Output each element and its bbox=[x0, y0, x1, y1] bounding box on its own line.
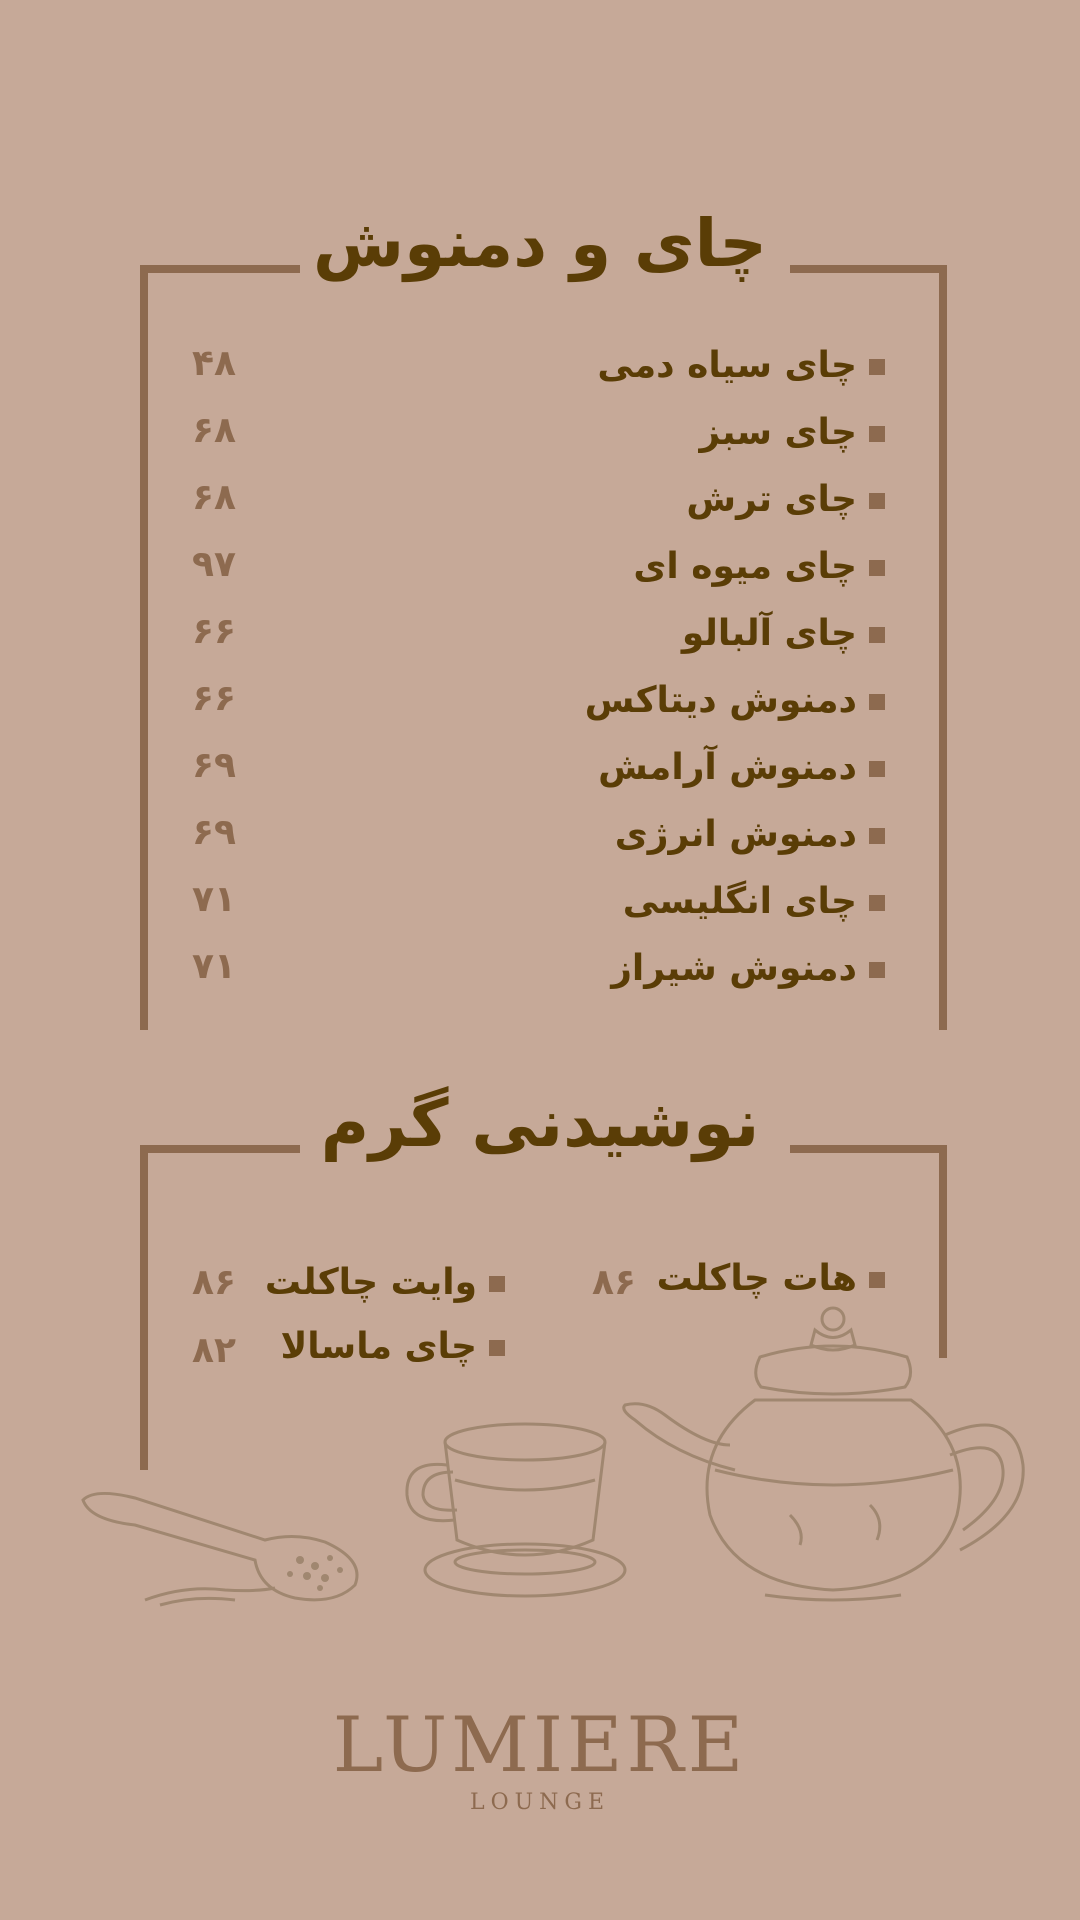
bullet-icon bbox=[869, 962, 885, 978]
menu-price: ۸۶ bbox=[592, 1262, 636, 1303]
menu-price: ۷۱ bbox=[192, 879, 236, 920]
menu-item: دمنوش شیراز bbox=[611, 948, 885, 989]
bullet-icon bbox=[869, 1272, 885, 1288]
spoon-illustration bbox=[75, 1480, 375, 1610]
menu-item: چای ماسالا bbox=[280, 1326, 505, 1367]
menu-price: ۸۶ bbox=[192, 1262, 236, 1303]
menu-item: چای ترش bbox=[686, 479, 885, 520]
brand-logo: LUMIERE bbox=[332, 1700, 748, 1789]
bullet-icon bbox=[869, 426, 885, 442]
menu-price: ۹۷ bbox=[192, 544, 236, 585]
menu-price: ۶۸ bbox=[192, 477, 236, 518]
teapot-illustration bbox=[615, 1305, 1035, 1605]
bullet-icon bbox=[869, 694, 885, 710]
teacup-illustration bbox=[395, 1410, 635, 1610]
menu-price: ۶۹ bbox=[192, 812, 236, 853]
menu-item: چای سبز bbox=[700, 412, 885, 453]
brand-subtitle: LOUNGE bbox=[469, 1790, 611, 1815]
menu-price: ۸۲ bbox=[192, 1330, 236, 1371]
menu-price: ۶۶ bbox=[192, 611, 236, 652]
bullet-icon bbox=[869, 895, 885, 911]
menu-item: وایت چاکلت bbox=[265, 1262, 505, 1303]
bullet-icon bbox=[869, 761, 885, 777]
menu-item: چای آلبالو bbox=[682, 613, 885, 654]
section-title-hot-drinks: نوشیدنی گرم bbox=[320, 1085, 760, 1162]
menu-price: ۶۸ bbox=[192, 410, 236, 451]
bullet-icon bbox=[869, 627, 885, 643]
bullet-icon bbox=[869, 359, 885, 375]
menu-price: ۷۱ bbox=[192, 946, 236, 987]
menu-item: چای میوه ای bbox=[633, 546, 885, 587]
menu-price: ۴۸ bbox=[192, 343, 236, 384]
bullet-icon bbox=[869, 828, 885, 844]
menu-item: چای سیاه دمی bbox=[597, 345, 885, 386]
menu-item: دمنوش انرژی bbox=[615, 814, 885, 855]
menu-price: ۶۶ bbox=[192, 678, 236, 719]
menu-item: هات چاکلت bbox=[657, 1258, 885, 1299]
bullet-icon bbox=[489, 1276, 505, 1292]
bullet-icon bbox=[869, 493, 885, 509]
menu-item: دمنوش دیتاکس bbox=[585, 680, 885, 721]
menu-item: چای انگلیسی bbox=[623, 881, 885, 922]
menu-price: ۶۹ bbox=[192, 745, 236, 786]
menu-item: دمنوش آرامش bbox=[598, 747, 885, 788]
bullet-icon bbox=[489, 1340, 505, 1356]
bullet-icon bbox=[869, 560, 885, 576]
section-title-tea: چای و دمنوش bbox=[313, 205, 767, 282]
